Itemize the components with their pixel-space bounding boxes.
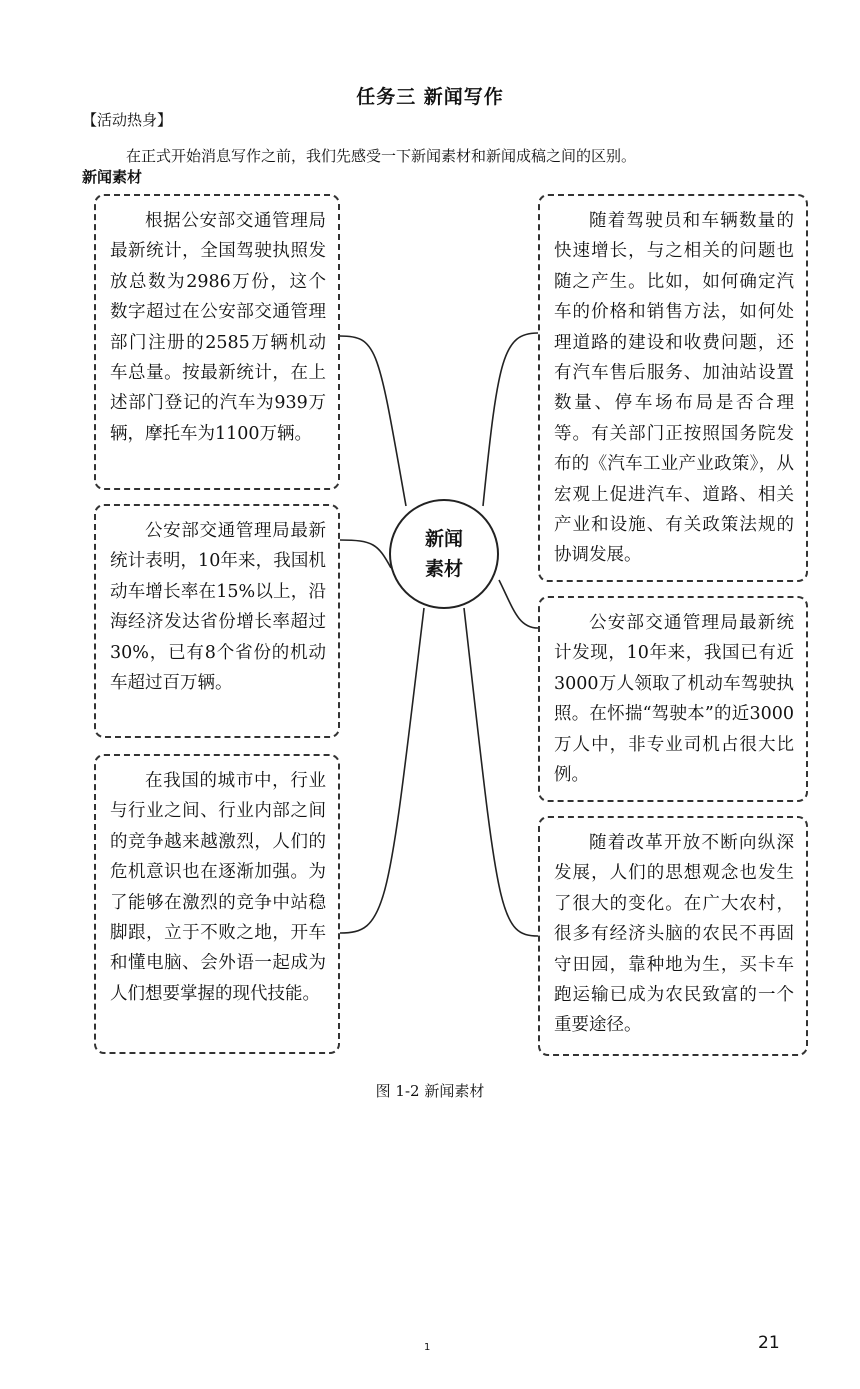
connector-left-2 [340, 540, 391, 568]
material-box-4 [538, 194, 808, 582]
news-material-mindmap [88, 188, 818, 1064]
material-box-2 [94, 504, 340, 738]
material-box-6 [538, 816, 808, 1056]
figure-caption: 图 1-2 新闻素材 [375, 1082, 485, 1100]
connector-left-1 [340, 336, 406, 506]
intro-paragraph: 在正式开始消息写作之前，我们先感受一下新闻素材和新闻成稿之间的区别。 [126, 147, 637, 165]
material-text-5: 公安部交通管理局最新统计发现，10年来，我国已有近3000万人领取了机动车驾驶执照。在怀揣“驾驶本”的近3000万人中，非专业司机占很大比例。 [554, 613, 794, 786]
footer-small-page-number: 1 [424, 1342, 431, 1353]
page-title: 任务三 新闻写作 [356, 86, 504, 108]
center-node [389, 499, 499, 609]
material-box-3 [94, 754, 340, 1054]
connector-right-2 [499, 580, 538, 628]
page-number: 21 [758, 1333, 780, 1353]
material-text-3: 在我国的城市中，行业与行业之间、行业内部之间的竞争越来越激烈，人们的危机意识也在逐渐加强。为了能够在激烈的竞争中站稳脚跟，立于不败之地，开车和懂电脑、会外语一起成为人们想要掌握的现代技能。 [110, 771, 326, 1004]
connector-right-3 [464, 608, 538, 936]
material-box-5 [538, 596, 808, 802]
connector-left-3 [340, 608, 424, 933]
center-label: 新闻素材 [424, 528, 463, 580]
connector-right-1 [483, 333, 538, 506]
section-heading: 【活动热身】 [82, 111, 173, 129]
material-box-1 [94, 194, 340, 490]
material-text-6: 随着改革开放不断向纵深发展，人们的思想观念也发生了很大的变化。在广大农村，很多有经济头脑的农民不再固守田园，靠种地为生，买卡车跑运输已成为农民致富的一个重要途径。 [554, 833, 794, 1036]
material-text-1: 根据公安部交通管理局最新统计，全国驾驶执照发放总数为2986万份，这个数字超过在公安部交通管理部门注册的2585万辆机动车总量。按最新统计，在上述部门登记的汽车为939万辆，摩托车为1100万辆。 [110, 211, 326, 444]
material-text-2: 公安部交通管理局最新统计表明，10年来，我国机动车增长率在15%以上，沿海经济发达省份增长率超过30%，已有8个省份的机动车超过百万辆。 [110, 521, 326, 694]
material-text-4: 随着驾驶员和车辆数量的快速增长，与之相关的问题也随之产生。比如，如何确定汽车的价格和销售方法，如何处理道路的建设和收费问题，还有汽车售后服务、加油站设置数量、停车场布局是否合理等。有关部门正按照国务院发布的《汽车工业产业政策》，从宏观上促进汽车、道路、相关产业和设施、有关政策法规的协调发展。 [554, 211, 794, 566]
subheading: 新闻素材 [82, 168, 143, 186]
